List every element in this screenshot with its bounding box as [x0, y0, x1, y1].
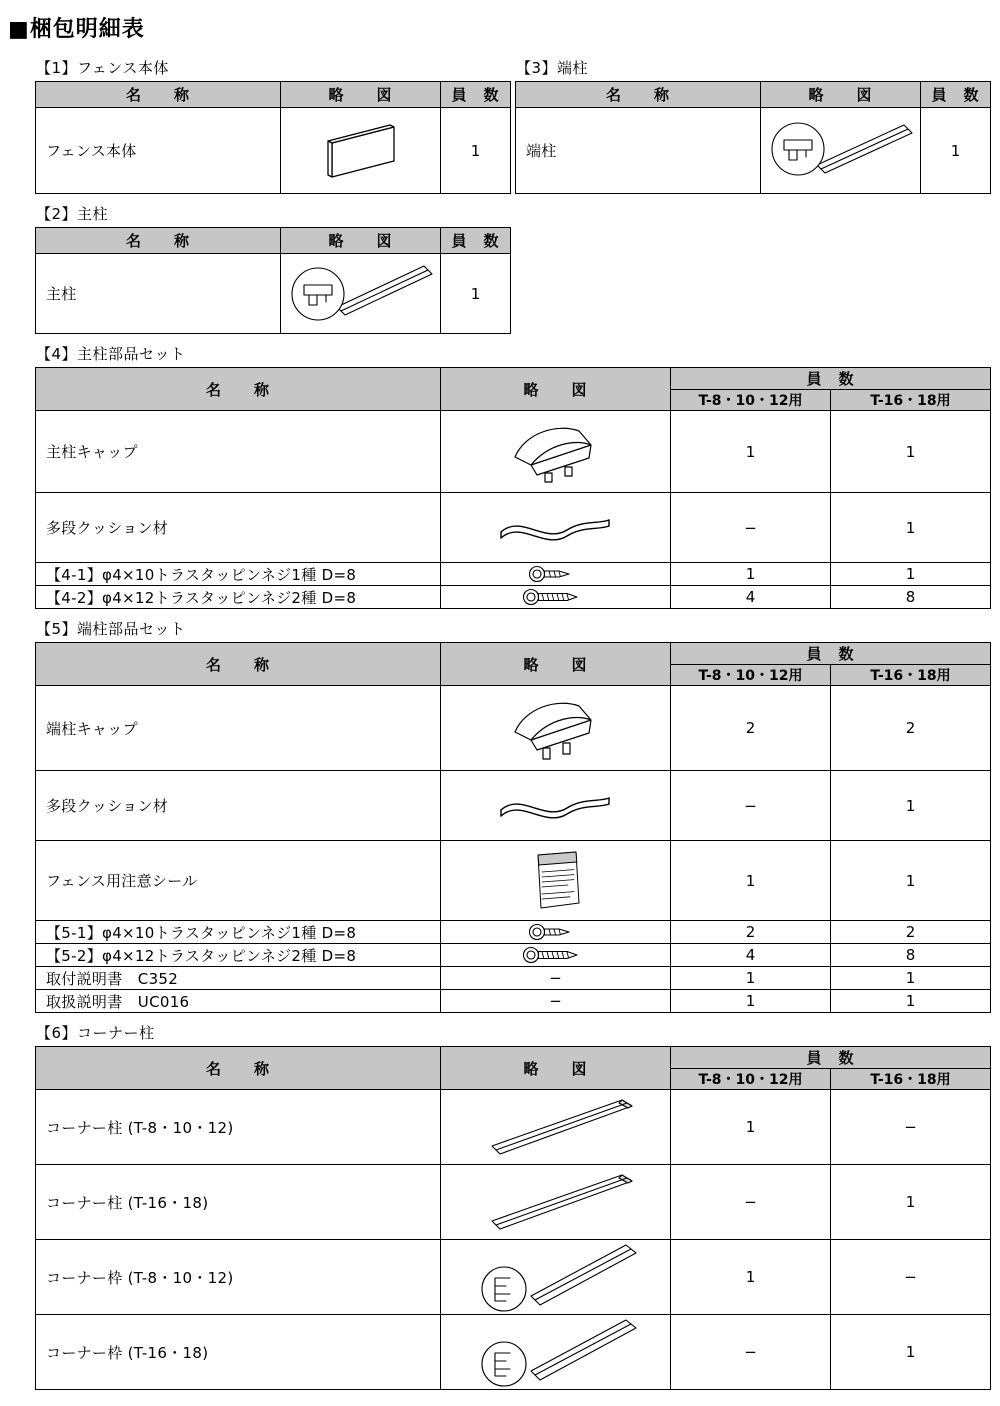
section1-label: 【1】フェンス本体 — [36, 59, 169, 77]
qty-cell-t8: − — [671, 1315, 831, 1390]
sketch-cell — [441, 771, 671, 841]
sketch-cell — [441, 586, 671, 609]
col-header-name: 名 称 — [516, 82, 761, 108]
table-row — [36, 254, 511, 334]
sketch-cell — [761, 108, 921, 194]
table-row — [36, 1090, 991, 1165]
col-header-qty-t16: T-16・18用 — [831, 390, 991, 411]
item-name-cell: 端柱キャップ — [36, 686, 441, 771]
qty-cell-t16: 8 — [831, 944, 991, 967]
table-main-post — [35, 227, 511, 334]
item-name-cell: 【5-2】φ4×12トラスタッピンネジ2種 D=8 — [36, 944, 441, 967]
qty-cell-t16: 1 — [831, 411, 991, 493]
header-row — [516, 82, 991, 108]
col-header-qty-t16: T-16・18用 — [831, 1069, 991, 1090]
sketch-cell — [281, 254, 441, 334]
qty-cell-t16: 1 — [831, 1315, 991, 1390]
end-post-sketch — [765, 115, 917, 187]
tapping-screw-type1-sketch — [527, 922, 585, 942]
section4-label: 【4】主柱部品セット — [36, 345, 186, 363]
table-row — [36, 990, 991, 1013]
table-row — [36, 967, 991, 990]
qty-cell-t8: 4 — [671, 586, 831, 609]
item-name-cell: 端柱 — [516, 108, 761, 194]
caution-sticker-sketch — [526, 847, 586, 915]
col-header-sketch: 略 図 — [281, 82, 441, 108]
sketch-cell: − — [441, 967, 671, 990]
table-row — [36, 1165, 991, 1240]
sketch-cell — [441, 944, 671, 967]
table-row — [36, 921, 991, 944]
col-header-qty: 員 数 — [671, 368, 991, 390]
tapping-screw-type1-sketch — [527, 564, 585, 584]
item-name-cell: 多段クッション材 — [36, 493, 441, 563]
qty-cell-t8: 1 — [671, 967, 831, 990]
top-section-row — [35, 57, 990, 334]
qty-cell-t8: 2 — [671, 686, 831, 771]
col-header-qty: 員 数 — [671, 643, 991, 665]
col-header-sketch: 略 図 — [761, 82, 921, 108]
table-fence-body — [35, 81, 511, 194]
cushion-sketch — [495, 783, 617, 829]
table-end-post-parts — [35, 642, 991, 1013]
qty-cell-t8: 1 — [671, 841, 831, 921]
qty-cell-t16: 1 — [831, 967, 991, 990]
fence-panel-sketch — [304, 115, 418, 187]
item-name-cell: 取付説明書 C352 — [36, 967, 441, 990]
corner-post-sketch — [470, 1094, 642, 1160]
item-name-cell: 【4-2】φ4×12トラスタッピンネジ2種 D=8 — [36, 586, 441, 609]
table-row — [36, 944, 991, 967]
main-post-sketch — [285, 258, 437, 330]
table-row — [516, 108, 991, 194]
sketch-cell — [441, 563, 671, 586]
qty-cell-t16: 2 — [831, 686, 991, 771]
col-header-sketch: 略 図 — [441, 643, 671, 686]
header-row — [36, 643, 991, 665]
col-header-qty: 員 数 — [441, 82, 511, 108]
table-row — [36, 1240, 991, 1315]
item-name-cell: コーナー柱 (T-8・10・12) — [36, 1090, 441, 1165]
corner-frame-sketch — [466, 1241, 646, 1313]
qty-cell-t8: 1 — [671, 411, 831, 493]
sketch-cell — [441, 921, 671, 944]
main-post-cap-sketch — [501, 417, 611, 487]
left-column — [35, 57, 510, 334]
item-name-cell: 【5-1】φ4×10トラスタッピンネジ1種 D=8 — [36, 921, 441, 944]
qty-cell-t16: − — [831, 1240, 991, 1315]
sketch-cell: − — [441, 990, 671, 1013]
item-name-cell: 主柱 — [36, 254, 281, 334]
corner-post-sketch — [470, 1169, 642, 1235]
tapping-screw-type2-sketch — [521, 587, 591, 607]
item-name-cell: コーナー枠 (T-16・18) — [36, 1315, 441, 1390]
col-header-name: 名 称 — [36, 82, 281, 108]
table-end-post — [515, 81, 991, 194]
table-row — [36, 686, 991, 771]
col-header-sketch: 略 図 — [281, 228, 441, 254]
table-row — [36, 108, 511, 194]
item-name-cell: フェンス用注意シール — [36, 841, 441, 921]
col-header-qty-t8: T-8・10・12用 — [671, 390, 831, 411]
tapping-screw-type2-sketch — [521, 945, 591, 965]
qty-cell: 1 — [921, 108, 991, 194]
qty-cell: 1 — [441, 254, 511, 334]
qty-cell-t8: 4 — [671, 944, 831, 967]
qty-cell-t16: 1 — [831, 1165, 991, 1240]
header-row — [36, 82, 511, 108]
section3-label: 【3】端柱 — [516, 59, 589, 77]
item-name-cell: 取扱説明書 UC016 — [36, 990, 441, 1013]
item-name-cell: 【4-1】φ4×10トラスタッピンネジ1種 D=8 — [36, 563, 441, 586]
col-header-name: 名 称 — [36, 1047, 441, 1090]
qty-cell-t8: 1 — [671, 1240, 831, 1315]
sketch-cell — [441, 493, 671, 563]
col-header-qty: 員 数 — [921, 82, 991, 108]
col-header-sketch: 略 図 — [441, 1047, 671, 1090]
section6-label: 【6】コーナー柱 — [36, 1024, 155, 1042]
qty-cell-t8: − — [671, 1165, 831, 1240]
qty-cell-t16: 1 — [831, 563, 991, 586]
section2-label: 【2】主柱 — [36, 205, 109, 223]
qty-cell-t16: − — [831, 1090, 991, 1165]
right-column — [515, 57, 990, 194]
sketch-cell — [441, 411, 671, 493]
col-header-name: 名 称 — [36, 368, 441, 411]
col-header-qty-t8: T-8・10・12用 — [671, 665, 831, 686]
qty-cell-t8: 2 — [671, 921, 831, 944]
qty-cell-t16: 8 — [831, 586, 991, 609]
header-row — [36, 368, 991, 390]
table-row — [36, 411, 991, 493]
item-name-cell: 主柱キャップ — [36, 411, 441, 493]
sketch-cell — [441, 1315, 671, 1390]
qty-cell-t8: − — [671, 771, 831, 841]
qty-cell-t8: 1 — [671, 563, 831, 586]
qty-cell-t16: 1 — [831, 493, 991, 563]
header-row — [36, 1047, 991, 1069]
sketch-cell — [281, 108, 441, 194]
table-row — [36, 771, 991, 841]
table-row — [36, 841, 991, 921]
table-row — [36, 563, 991, 586]
sketch-cell — [441, 1090, 671, 1165]
qty-cell-t16: 1 — [831, 771, 991, 841]
table-row — [36, 586, 991, 609]
qty-cell: 1 — [441, 108, 511, 194]
col-header-qty: 員 数 — [441, 228, 511, 254]
qty-cell-t16: 2 — [831, 921, 991, 944]
item-name-cell: コーナー枠 (T-8・10・12) — [36, 1240, 441, 1315]
qty-cell-t16: 1 — [831, 990, 991, 1013]
table-row — [36, 493, 991, 563]
qty-cell-t16: 1 — [831, 841, 991, 921]
col-header-qty-t16: T-16・18用 — [831, 665, 991, 686]
header-row — [36, 228, 511, 254]
col-header-qty-t8: T-8・10・12用 — [671, 1069, 831, 1090]
table-row — [36, 1315, 991, 1390]
col-header-name: 名 称 — [36, 643, 441, 686]
section5-label: 【5】端柱部品セット — [36, 620, 186, 638]
item-name-cell: フェンス本体 — [36, 108, 281, 194]
sketch-cell — [441, 686, 671, 771]
page-title: ■梱包明細表 — [8, 17, 145, 42]
item-name-cell: コーナー柱 (T-16・18) — [36, 1165, 441, 1240]
content-area — [8, 57, 990, 1390]
qty-cell-t8: − — [671, 493, 831, 563]
table-corner-post — [35, 1046, 991, 1390]
sketch-cell — [441, 841, 671, 921]
item-name-cell: 多段クッション材 — [36, 771, 441, 841]
corner-frame-sketch — [466, 1316, 646, 1388]
end-post-cap-sketch — [501, 692, 611, 764]
table-main-post-parts — [35, 367, 991, 609]
qty-cell-t8: 1 — [671, 990, 831, 1013]
sketch-cell — [441, 1240, 671, 1315]
qty-cell-t8: 1 — [671, 1090, 831, 1165]
sketch-cell — [441, 1165, 671, 1240]
col-header-qty: 員 数 — [671, 1047, 991, 1069]
col-header-sketch: 略 図 — [441, 368, 671, 411]
cushion-sketch — [495, 505, 617, 551]
col-header-name: 名 称 — [36, 228, 281, 254]
